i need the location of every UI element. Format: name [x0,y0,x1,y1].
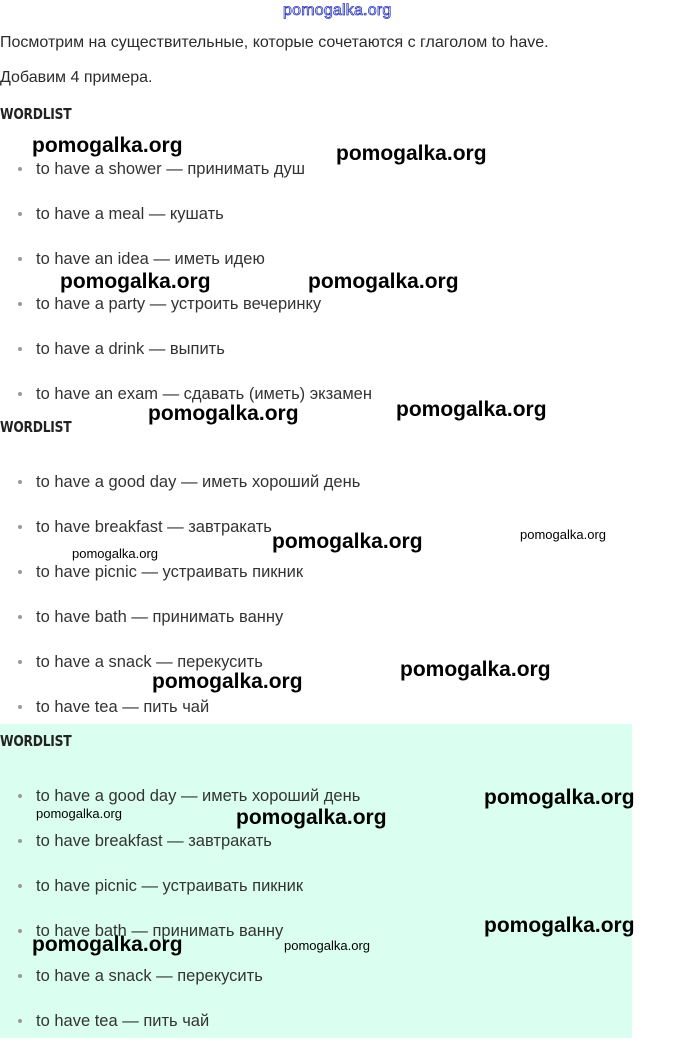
wordlist-section-3-highlighted [0,724,632,1038]
watermark: pomogalka.org [272,530,423,553]
wordlist-heading: WORDLIST [0,418,72,436]
watermark: pomogalka.org [284,938,370,953]
bullet-icon [18,525,22,529]
list-item-text: to have an exam — сдавать (иметь) экзамен [36,385,372,403]
bullet-icon [18,884,22,888]
list-item [0,561,360,606]
list-item-text: to have picnic — устраивать пикник [36,563,304,581]
watermark: pomogalka.org [396,398,547,421]
list-item [0,830,360,875]
list-item [0,203,372,248]
watermark: pomogalka.org [236,806,387,829]
list-item-text: to have a snack — перекусить [36,967,263,985]
watermark: pomogalka.org [148,402,299,425]
bullet-icon [18,347,22,351]
wordlist [0,471,360,741]
wordlist-heading: WORDLIST [0,732,72,750]
examples-note: Добавим 4 примера. [0,69,153,86]
watermark: pomogalka.org [36,806,122,821]
intro-paragraph: Посмотрим на существительные, которые сочетаются с глаголом to have. [0,34,549,51]
list-item-text: to have a good day — иметь хороший день [36,787,361,805]
bullet-icon [18,570,22,574]
bullet-icon [18,480,22,484]
list-item-text: to have an idea — иметь идею [36,250,265,268]
watermark: pomogalka.org [520,527,606,542]
bullet-icon [18,212,22,216]
bullet-icon [18,167,22,171]
bullet-icon [18,392,22,396]
list-item-text: to have picnic — устраивать пикник [36,877,304,895]
list-item-text: to have tea — пить чай [36,698,210,716]
list-item [0,606,360,651]
list-item [0,1010,360,1055]
bullet-icon [18,302,22,306]
bullet-icon [18,839,22,843]
watermark: pomogalka.org [60,270,211,293]
list-item-text: to have a meal — кушать [36,205,224,223]
wordlist-heading: WORDLIST [0,105,72,123]
bullet-icon [18,615,22,619]
watermark: pomogalka.org [308,270,459,293]
list-item [0,293,372,338]
watermark: pomogalka.org [32,134,183,157]
watermark: pomogalka.org [336,142,487,165]
list-item-text: to have a party — устроить вечеринку [36,295,322,313]
watermark: pomogalka.org [72,546,158,561]
list-item-text: to have bath — принимать ванну [36,922,284,940]
list-item [0,875,360,920]
bullet-icon [18,1019,22,1023]
watermark: pomogalka.org [484,786,635,809]
list-item-text: to have bath — принимать ванну [36,608,284,626]
bullet-icon [18,705,22,709]
list-item [0,471,360,516]
bullet-icon [18,660,22,664]
list-item [0,338,372,383]
list-item-text: to have breakfast — завтракать [36,832,272,850]
list-item-text: to have a snack — перекусить [36,653,263,671]
site-watermark-top: pomogalka.org [283,2,392,19]
bullet-icon [18,794,22,798]
list-item-text: to have a drink — выпить [36,340,225,358]
list-item-text: to have a good day — иметь хороший день [36,473,361,491]
bullet-icon [18,974,22,978]
list-item [0,158,372,203]
list-item-text: to have breakfast — завтракать [36,518,272,536]
watermark: pomogalka.org [32,933,183,956]
list-item-text: to have tea — пить чай [36,1012,210,1030]
list-item-text: to have a shower — принимать душ [36,160,305,178]
watermark: pomogalka.org [152,670,303,693]
watermark: pomogalka.org [484,914,635,937]
bullet-icon [18,257,22,261]
watermark: pomogalka.org [400,658,551,681]
list-item [0,965,360,1010]
bullet-icon [18,929,22,933]
